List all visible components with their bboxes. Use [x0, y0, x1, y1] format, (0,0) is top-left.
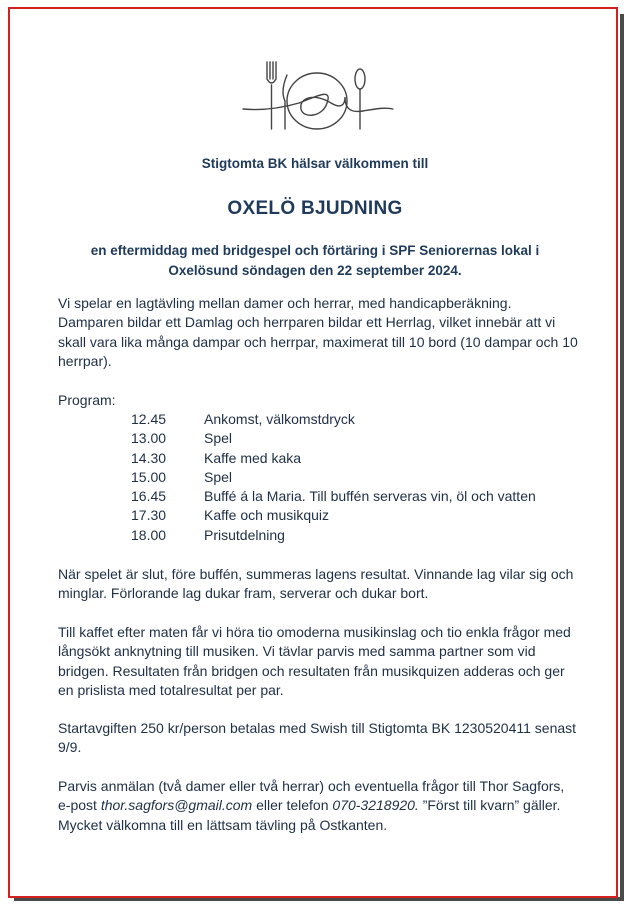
- contact-text: eller telefon: [252, 797, 333, 814]
- program-text: Kaffe och musikquiz: [204, 507, 330, 523]
- program-row: [131, 469, 232, 488]
- program-text: Buffé á la Maria. Till buffén serveras vin, öl och vatten: [204, 488, 536, 504]
- intro-paragraph: Vi spelar en lagtävling mellan damer och herrar, med handicapberäkning. Damparen bildar ett Damlag och herrparen bildar ett Herrlag, vilket innebär att vi skall vara lika många dampar och herrpar, maximerat till 10 bord (10 dampar och 10 herrpar).: [58, 295, 578, 369]
- program-time: 15.00: [131, 469, 167, 485]
- program-time: 16.45: [131, 488, 167, 504]
- contact-text: Parvis anmälan (två damer eller två herrar) och eventuella frågor till Thor Sagfors, e-post: [58, 778, 565, 814]
- program-label: Program:: [58, 392, 116, 408]
- frame-shadow-right: [620, 14, 624, 900]
- program-time: 17.30: [131, 507, 167, 523]
- program-text: Spel: [204, 430, 233, 446]
- quiz-paragraph: Till kaffet efter maten får vi höra tio omoderna musikinslag och tio enkla frågor med långsökt anknytning till musiken. Vi tävlar parvis med samma partner som vid bridgen. Resultaten från bridgen och resultaten från musikquizen adderas och ger en prislista med totalresultat per par.: [58, 624, 571, 698]
- program-text: Kaffe med kaka: [204, 450, 302, 466]
- program-row: [131, 411, 355, 430]
- after-game-paragraph: När spelet är slut, före buffén, summeras lagens resultat. Vinnande lag vilar sig och minglar. Förlorande lag dukar fram, serverar och dukar bort.: [58, 566, 574, 602]
- contact-paragraph: [58, 777, 578, 835]
- program-row: [131, 430, 232, 449]
- program-time: 18.00: [131, 527, 167, 543]
- fee-paragraph: Startavgiften 250 kr/person betalas med Swish till Stigtomta BK 1230520411 senast 9/9.: [58, 720, 577, 756]
- program-row: [131, 507, 329, 526]
- program-text: Prisutdelning: [204, 527, 285, 543]
- program-time: 13.00: [131, 430, 167, 446]
- contact-text: ”Först till kvarn” gäller. Mycket välkomna till en lättsam tävling på Ostkanten.: [58, 797, 561, 833]
- event-title: OXELÖ BJUDNING: [227, 198, 403, 219]
- program-time: 14.30: [131, 450, 167, 466]
- program-row: [131, 527, 285, 546]
- program-text: Spel: [204, 469, 233, 485]
- cutlery-plate-icon: [235, 57, 395, 141]
- program-time: 12.45: [131, 411, 167, 427]
- contact-email[interactable]: thor.sagfors@gmail.com: [100, 797, 253, 814]
- event-subtitle: en eftermiddag med bridgespel och förtäring i SPF Seniorernas lokal i Oxelösund söndagen den 22 september 2024.: [90, 243, 540, 278]
- greeting: Stigtomta BK hälsar välkommen till: [201, 156, 429, 171]
- contact-phone[interactable]: 070-3218920.: [332, 797, 419, 814]
- program-row: [131, 488, 536, 507]
- program-row: [131, 450, 301, 469]
- program-text: Ankomst, välkomstdryck: [204, 411, 355, 427]
